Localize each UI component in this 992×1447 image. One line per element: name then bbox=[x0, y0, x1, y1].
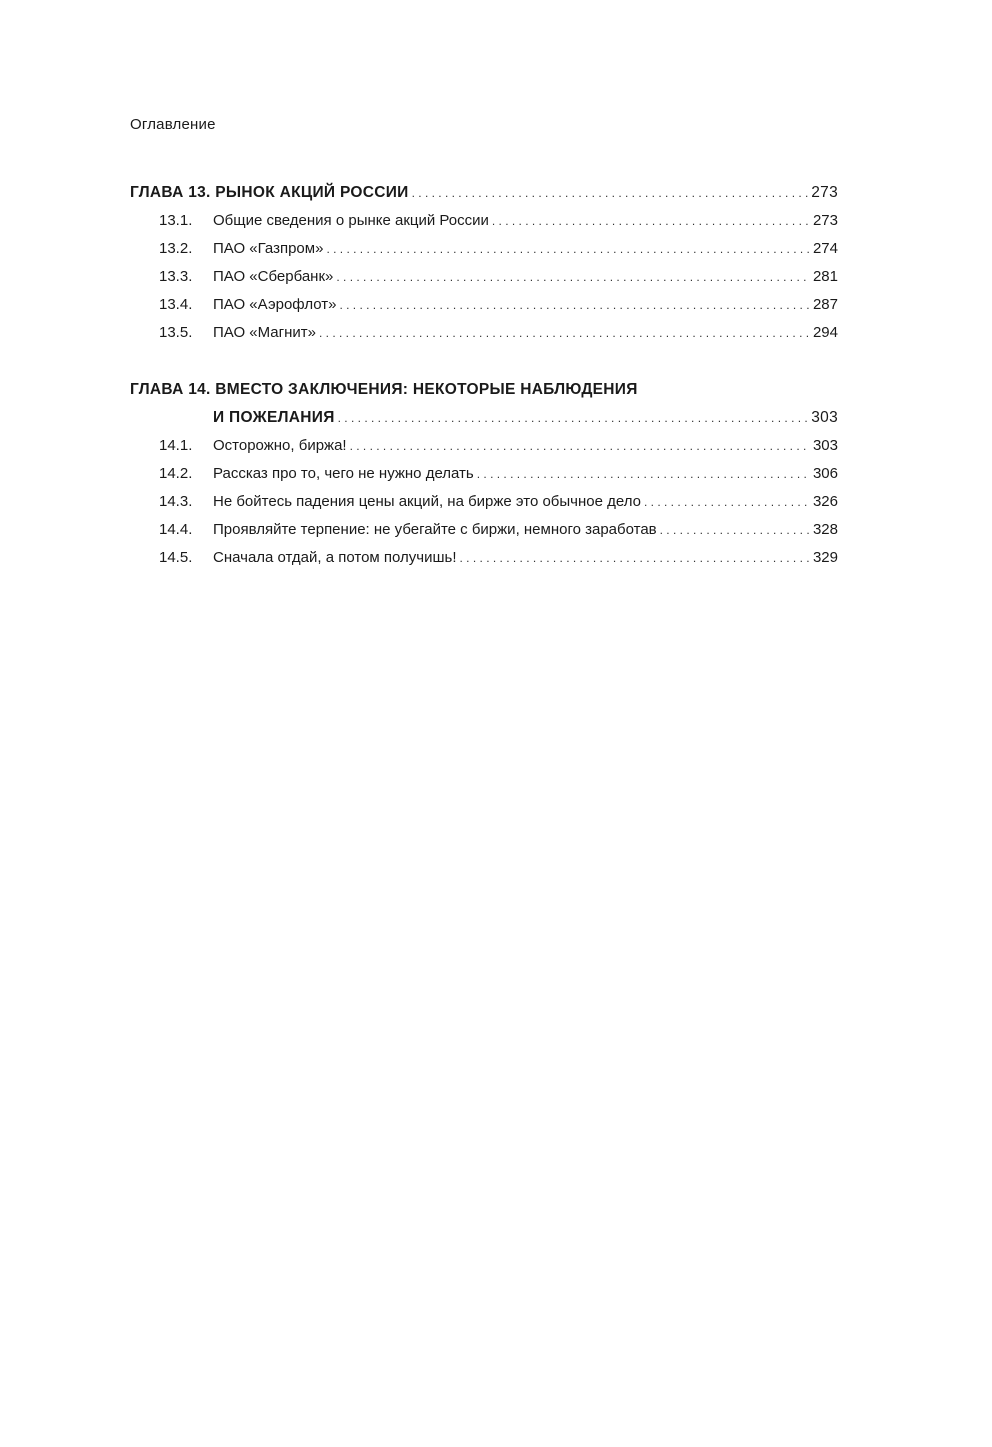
section-number: 13.2. bbox=[159, 240, 193, 257]
page-number: 273 bbox=[811, 184, 838, 201]
section-number: 13.3. bbox=[159, 268, 193, 285]
toc-entry[interactable] bbox=[130, 268, 838, 296]
chapter-heading-line2[interactable] bbox=[130, 409, 838, 437]
page-number: 281 bbox=[812, 268, 838, 285]
dot-leader bbox=[350, 439, 810, 453]
section-number: 13.1. bbox=[159, 212, 193, 229]
section-title: Общие сведения о рынке акций России bbox=[213, 212, 489, 229]
toc-chapter-13 bbox=[130, 184, 838, 352]
dot-leader bbox=[660, 523, 810, 537]
section-number: 14.3. bbox=[159, 493, 193, 510]
dot-leader bbox=[477, 467, 810, 481]
page-number: 326 bbox=[812, 493, 838, 510]
dot-leader bbox=[319, 326, 810, 340]
toc-entry[interactable] bbox=[130, 437, 838, 465]
section-title: Сначала отдай, а потом получишь! bbox=[213, 549, 457, 566]
page-number: 274 bbox=[812, 240, 838, 257]
dot-leader bbox=[492, 214, 810, 228]
section-title: ПАО «Магнит» bbox=[213, 324, 316, 341]
dot-leader bbox=[460, 551, 810, 565]
chapter-heading[interactable] bbox=[130, 184, 838, 212]
dot-leader bbox=[336, 270, 810, 284]
page-number: 303 bbox=[812, 437, 838, 454]
page-number: 303 bbox=[811, 409, 838, 426]
chapter-separator: . bbox=[206, 184, 216, 201]
dot-leader bbox=[412, 186, 809, 200]
section-number: 14.5. bbox=[159, 549, 193, 566]
chapter-heading-line1[interactable] bbox=[130, 381, 838, 409]
section-number: 13.5. bbox=[159, 324, 193, 341]
page-number: 329 bbox=[812, 549, 838, 566]
dot-leader bbox=[644, 495, 810, 509]
chapter-separator: . bbox=[206, 381, 216, 398]
toc-chapter-14 bbox=[130, 381, 838, 577]
chapter-title-continued: И ПОЖЕЛАНИЯ bbox=[213, 409, 335, 426]
toc-entry[interactable] bbox=[130, 324, 838, 352]
chapter-label: ГЛАВА 14 bbox=[130, 381, 207, 398]
page-number: 328 bbox=[812, 521, 838, 538]
dot-leader bbox=[338, 411, 809, 425]
page-number: 273 bbox=[812, 212, 838, 229]
toc-entry[interactable] bbox=[130, 493, 838, 521]
chapter-label: ГЛАВА 13 bbox=[130, 184, 207, 201]
running-head: Оглавление bbox=[130, 116, 216, 133]
chapter-title: РЫНОК АКЦИЙ РОССИИ bbox=[215, 184, 409, 201]
dot-leader bbox=[339, 298, 810, 312]
page-number: 306 bbox=[812, 465, 838, 482]
page-number: 287 bbox=[812, 296, 838, 313]
toc-entry[interactable] bbox=[130, 212, 838, 240]
section-number: 14.1. bbox=[159, 437, 193, 454]
section-number: 14.2. bbox=[159, 465, 193, 482]
section-number: 13.4. bbox=[159, 296, 193, 313]
section-title: ПАО «Сбербанк» bbox=[213, 268, 334, 285]
page-number: 294 bbox=[812, 324, 838, 341]
toc-entry[interactable] bbox=[130, 521, 838, 549]
section-number: 14.4. bbox=[159, 521, 193, 538]
dot-leader bbox=[326, 242, 810, 256]
toc-entry[interactable] bbox=[130, 240, 838, 268]
section-title: Не бойтесь падения цены акций, на бирже это обычное дело bbox=[213, 493, 641, 510]
section-title: ПАО «Аэрофлот» bbox=[213, 296, 337, 313]
toc-entry[interactable] bbox=[130, 296, 838, 324]
section-title: Рассказ про то, чего не нужно делать bbox=[213, 465, 474, 482]
toc-entry[interactable] bbox=[130, 465, 838, 493]
toc-entry[interactable] bbox=[130, 549, 838, 577]
section-title: Осторожно, биржа! bbox=[213, 437, 347, 454]
chapter-title: ВМЕСТО ЗАКЛЮЧЕНИЯ: НЕКОТОРЫЕ НАБЛЮДЕНИЯ bbox=[215, 381, 638, 398]
section-title: Проявляйте терпение: не убегайте с биржи, немного заработав bbox=[213, 521, 657, 538]
section-title: ПАО «Газпром» bbox=[213, 240, 324, 257]
